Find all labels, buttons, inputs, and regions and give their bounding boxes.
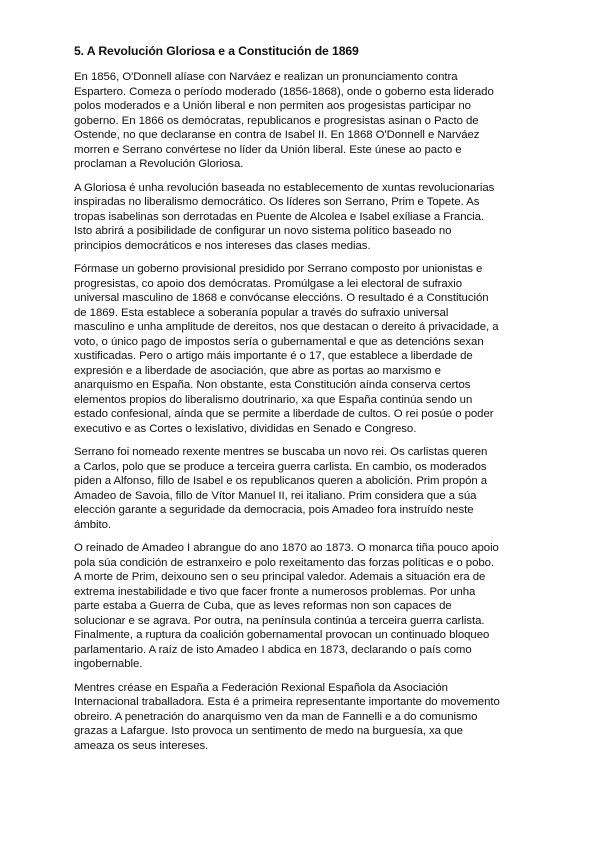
text-line: principios democráticos e nos intereses das clases medias.: [74, 239, 371, 252]
paragraph-6: [74, 681, 544, 754]
text-line: polos moderados e a Unión liberal e non permiten aos progesistas participar no: [74, 100, 471, 112]
text-line: expresión e a liberdade de asociación, que abre as portas ao marxismo e: [74, 364, 441, 377]
text-line: ameaza os seus intereses.: [74, 739, 209, 752]
text-line: a Carlos, polo que se produce a terceira guerra carlista. En cambio, os moderados: [74, 460, 487, 473]
text-line: A morte de Prim, deixouno sen o seu principal valedor. Ademais a situación era de: [74, 571, 486, 583]
text-line: A Gloriosa é unha revolución baseada no establecemento de xuntas revolucionarias: [74, 181, 495, 194]
text-line: ingobernable.: [74, 658, 143, 670]
text-line: En 1856, O'Donnell alíase con Narváez e realizan un pronunciamento contra: [74, 71, 458, 83]
text-line: extrema inestabilidade e tivo que facer fronte a numerosos problemas. Por unha: [74, 585, 476, 598]
document-body: [74, 70, 544, 762]
text-line: grazas a Lafargue. Isto provoca un sentimento de medo na burguesía, xa que: [74, 725, 463, 737]
text-line: Serrano foi nomeado rexente mentres se buscaba un novo rei. Os carlistas queren: [74, 446, 488, 458]
text-line: de 1869. Esta establece a soberanía popular a través do sufraxio universal: [74, 306, 449, 319]
text-line: anarquismo en España. Non obstante, esta Constitución aínda conserva certos: [74, 379, 471, 391]
section-title: 5. A Revolución Gloriosa e a Constitución de 1869: [74, 44, 359, 58]
text-line: goberno. En 1866 os demócratas, republicanos e progresistas asinan o Pacto de: [74, 114, 479, 127]
text-line: Amadeo de Savoia, fillo de Vítor Manuel II, rei italiano. Prim considera que a súa: [74, 489, 477, 502]
text-line: Internacional traballadora. Esta é a primeira representante importante do movemento: [74, 696, 500, 708]
text-line: Espartero. Comeza o período moderado (1856-1868), onde o goberno esta liderado: [74, 85, 494, 98]
text-line: ámbito.: [74, 518, 112, 531]
text-line: Finalmente, a ruptura da coalición gobernamental provocan un continuado bloqueo: [74, 629, 490, 641]
text-line: obreiro. A penetración do anarquismo ven da man de Fannelli e a do comunismo: [74, 710, 478, 723]
text-line: pola súa condición de estranxeiro e polo rexeitamento das forzas políticas e o pobo.: [74, 556, 495, 569]
text-line: solucionar e se agrava. Por outra, na península continúa a terceira guerra carlista.: [74, 614, 485, 627]
text-line: piden a Alfonso, fillo de Isabel e os republicanos queren a abolición. Prim propón a: [74, 475, 488, 487]
text-line: elementos propios do liberalismo doutrinario, xa que España continúa sendo un: [74, 393, 473, 406]
text-line: elección garante a seguridade da democracia, pois Amadeo fora instruído neste: [74, 504, 474, 516]
paragraph-5: [74, 541, 544, 672]
text-line: inspiradas no liberalismo democrático. Os líderes son Serrano, Prim e Topete. As: [74, 196, 480, 208]
text-line: xustificadas. Pero o artigo máis importante é o 17, que establece a liberdade de: [74, 350, 473, 362]
paragraph-1: [74, 70, 544, 172]
paragraph-3: [74, 262, 544, 436]
paragraph-4: [74, 445, 544, 532]
text-line: parlamentario. A raíz de isto Amadeo I abdica en 1873, declarando o país como: [74, 643, 472, 656]
text-line: Ostende, no que declaranse en contra de Isabel II. En 1868 O'Donnell e Narváez: [74, 129, 480, 141]
text-line: morren e Serrano convértese no líder da Unión liberal. Este únese ao pacto e: [74, 143, 462, 156]
text-line: Fórmase un goberno provisional presidido por Serrano composto por unionistas e: [74, 263, 483, 275]
text-line: proclaman a Revolución Gloriosa.: [74, 158, 244, 170]
text-line: executivo e as Cortes o lexislativo, divididas en Senado e Congreso.: [74, 422, 417, 435]
paragraph-2: [74, 181, 544, 254]
text-line: masculino e unha amplitude de dereitos, nos que destacan o dereito á privacidade, a: [74, 321, 499, 333]
text-line: parte estaba a Guerra de Cuba, que as leves reformas non son capaces de: [74, 600, 452, 612]
text-line: progresistas, co apoio dos demócratas. Promúlgase a lei electoral de sufraxio: [74, 277, 463, 290]
text-line: estado confesional, aínda que se permite a liberdade de cultos. O rei posúe o poder: [74, 408, 494, 420]
text-line: Isto abrirá a posibilidade de configurar un novo sistema político baseado no: [74, 225, 452, 237]
text-line: O reinado de Amadeo I abrangue do ano 1870 ao 1873. O monarca tiña pouco apoio: [74, 542, 499, 554]
text-line: Mentres créase en España a Federación Rexional Española da Asociación: [74, 681, 448, 694]
text-line: universal masculino de 1868 e convócanse eleccións. O resultado é a Constitución: [74, 292, 489, 304]
text-line: tropas isabelinas son derrotadas en Puente de Alcolea e Isabel exíliase a Francia.: [74, 210, 485, 223]
text-line: voto, o único pago de impostos sería o gubernamental e que as detencións sexan: [74, 335, 484, 348]
